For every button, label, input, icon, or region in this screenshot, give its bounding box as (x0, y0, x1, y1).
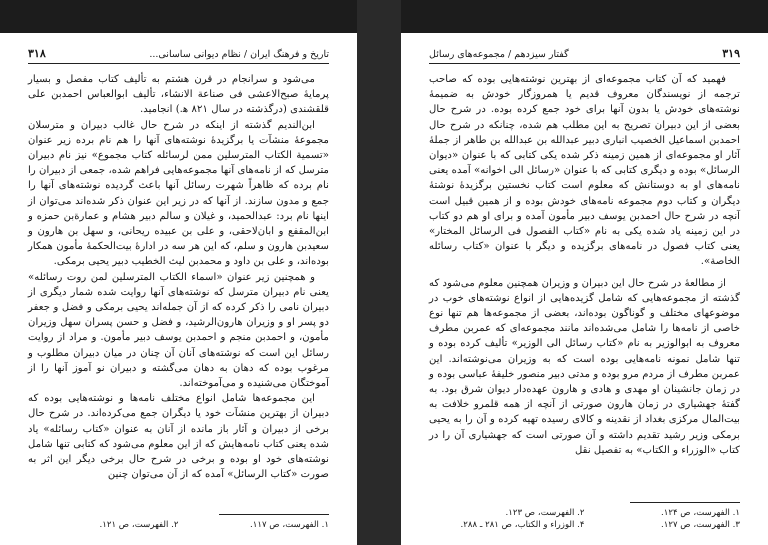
right-page (401, 33, 768, 545)
right-running-header (429, 47, 740, 64)
footnote: ۱. الفهرست، ص ۱۲۴. (660, 508, 740, 518)
right-body-text (429, 72, 740, 458)
left-running-header (28, 47, 329, 64)
footnote-rule (630, 502, 740, 503)
footnote: ۳. الفهرست، ص ۱۲۷. (660, 520, 740, 530)
left-footnotes (28, 514, 329, 531)
left-body-text (28, 72, 329, 482)
footnote: ۲. الفهرست، ص ۱۲۱. (99, 520, 179, 530)
left-header-title: تاریخ و فرهنگ ایران / نظام دیوانی ساسانی... (149, 49, 329, 60)
right-footnotes (429, 502, 740, 531)
left-page-number: ۳۱۸ (28, 47, 46, 60)
footnote: ۴. الوزراء و الکتاب، ص ۲۸۱ ـ ۲۸۸. (460, 520, 585, 530)
right-paragraph: از مطالعهٔ در شرح حال این دبیران و وزیران همچنین معلوم می‌شود که گذشته از مجموعه‌هایی که شامل گزیده‌هایی از انواع نوشته‌های خوب در موضوعهای مختلف و گوناگون بوده‌اند، بعضی از مجموعه‌ها هم تنها نوع خاصی از نامه‌ها را شامل می‌شده‌اند مانند مجموعه‌ای که عمربن مطرف معروف به ابوالوزیر به نام «کتاب رسائل الی الوزیر» تألیف کرده بوده و تنها شامل نمونه نامه‌هایی بوده است که به وزیران می‌نوشته‌اند. این عمربن مطرف از مردم مرو بوده و مدتی دبیر منصور خلیفهٔ عباسی بوده و در زمان جانشینان او مهدی و هادی و هارون عهده‌دار دیوان شرق بود. به گفتهٔ جهشیاری در زمان هارون صورتی از آنچه از همه قلمرو خلافت به بیت‌المال مرکزی بغداد از نقدینه و کالای رسیده تهیه کرده و آن را به یحیی برمکی وزیر رشید تقدیم داشته و آن صورتی است که جهشیاری آن را در کتاب «الوزراء و الکتاب» به تفصیل نقل (429, 277, 740, 456)
right-header-title: گفتار سیزدهم / مجموعه‌های رسائل (429, 49, 569, 60)
right-paragraph: فهمید که آن کتاب مجموعه‌ای از بهترین نوشته‌هایی بوده که صاحب ترجمه از نویسندگان معروف قدیم یا همروزگار خودش به ضمیمهٔ نوشته‌های خودش یا بدون آنها برای خود جمع کرده بوده. در شرح حال بعضی از این دبیران تصریح به این مطلب هم شده، چنانکه در شرح حال احمدبن اسماعیل الخصیب انباری دبیر عبدالله بن عبدالله بن طاهر از جملهٔ آثار او مجموعه‌ای از همین زمینه ذکر شده یکی کتابی که با عنوان «دیوان الرسائل» بوده و دیگری کتابی که با عنوان «رسائل الی اخوانه» آمده یعنی نامه‌های او به دوستانش که معلوم است کتاب نخستین برگزیدهٔ نوشتهٔ دیگران و کتاب دوم مجموعه نامه‌های خودش بوده و از همین قبیل است آنچه در شرح حال احمدبن یوسف دبیر مأمون آمده و برای او هم دو کتاب در این زمینه یاد شده یکی به نام «کتاب الفصول فی الرسائل المختار» یعنی کتاب فصول در نامه‌های برگزیده و دیگر با عنوان «کتاب رسائله الخاصة». (429, 74, 740, 268)
footnote-rule (219, 514, 329, 515)
left-paragraph: ابن‌الندیم گذشته از اینکه در شرح حال غالب دبیران و مترسلان مجموعهٔ منشآت یا برگزیدهٔ نوشته‌های آنها را هم نام برده زیر عنوان «تسمیة الکتاب المترسلین ممن لرسائله کتاب مجموع» نیز نام دبیران مترسل که از نامه‌های آنها مجموعه‌هایی فراهم شده، جمعی از دبیران را نام برده که ظاهراً شهرت رسائل آنها باعث گردیده نوشته‌های آنها را جمع و مدون سازند. از آنها که در زیر این عنوان ذکر شده‌اند می‌توان از اینها نام برد: عبدالحمید، و غیلان و سالم دبیر هشام و عمارةبن حمزه و ابن‌المقفع و ابان‌لاحقی، و علی بن عبیده ریحانی، و سهل بن هارون و سعیدبن هارون و سلم، که این هر سه در ادارهٔ بیت‌الحکمهٔ مأمون همکار بوده‌اند، و علی بن داود و محمدبن لیث الخطیب دبیر یحیی برمکی. (28, 119, 329, 268)
footnote: ۱. الفهرست، ص ۱۱۷. (249, 520, 329, 530)
right-page-number: ۳۱۹ (722, 47, 740, 60)
left-paragraph: می‌شود و سرانجام در قرن هشتم به تألیف کتاب مفصل و بسیار پرمایهٔ صبح‌الاعشی فی صناعة الانشاء، تألیف ابوالعباس احمدبن علی قلقشندی (درگذشته در سال ۸۲۱ ه‍.) انجامید. (28, 74, 329, 116)
footnote: ۲. الفهرست، ص ۱۲۳. (505, 508, 585, 518)
left-paragraph: این مجموعه‌ها شامل انواع مختلف نامه‌ها و نوشته‌هایی بوده که دبیران از بهترین منشآت خود یا دیگران جمع می‌کرده‌اند. در شرح حال برخی از دبیران و آثار باز مانده از آنان به عنوان «کتاب رسائله» یاد شده یعنی کتاب نامه‌هایش که از این معلوم می‌شود که کتابی تنها شامل نوشته‌های خود او بوده و برخی در شرح حال برخی دیگر این اثر به صورت «کتاب الرسائل» آمده که از آن می‌توان چنین (28, 393, 329, 481)
left-paragraph: و همچنین زیر عنوان «اسماء الکتاب المترسلین لمن روت رسائله» یعنی نام دبیران مترسل که نوشته‌های آنها روایت شده شمار دیگری از دبیران نامی را ذکر کرده که از آن جمله‌اند یحیی برمکی و فضل و جعفر دو پسر او و وزیران هارون‌الرشید، و فضل و حسن پسران سهل وزیران مأمون، و احمدبن منجم و احمدبن یوسف دبیر مأمون. و مراد از روایت رسائل این است که نوشته‌های آنان آن چنان در میان دبیران مطلوب و مرغوب بوده که دهان به دهان می‌گشته و دبیران نو آموز آنها را از آموختگان می‌شنیده و می‌آموخته‌اند. (28, 271, 329, 390)
book-gutter (357, 0, 401, 545)
left-page (0, 33, 357, 545)
